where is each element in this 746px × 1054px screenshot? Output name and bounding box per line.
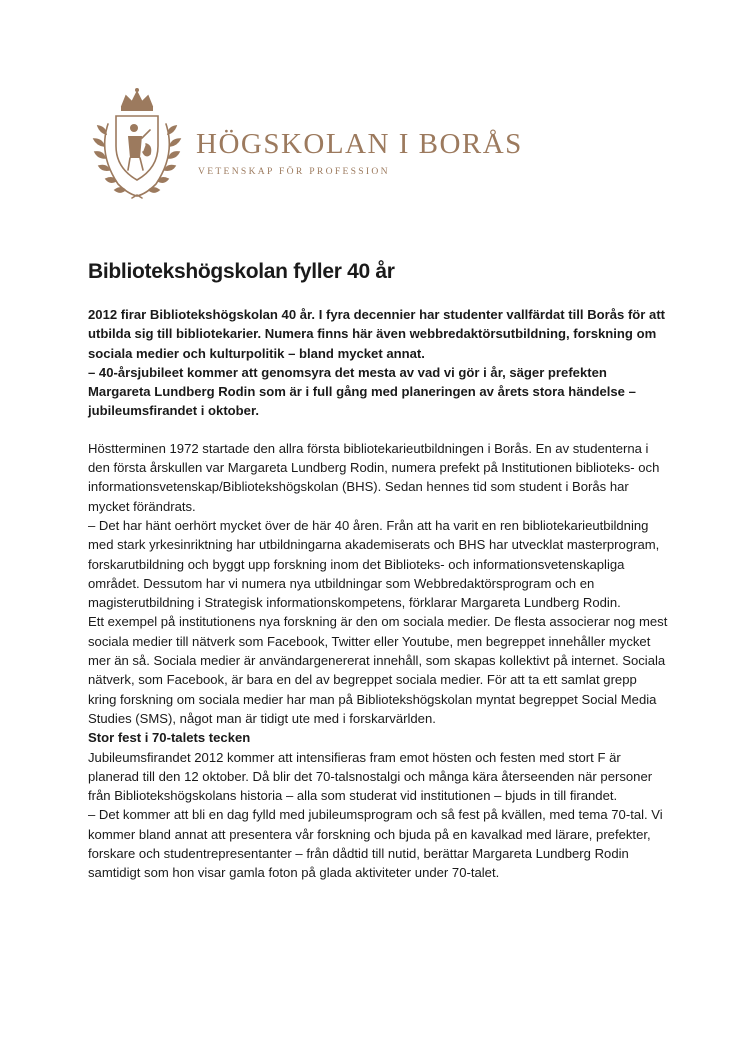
logo-tagline: VETENSKAP FÖR PROFESSION: [198, 166, 390, 177]
body-paragraph: Jubileumsfirandet 2012 kommer att intensifieras fram emot hösten och festen med stort F är planerad till den 12 oktober. Då blir det 70-talsnostalgi och många kära återseenden när personer från Bibliotekshögskolans historia – alla som studerat vid institutionen – bjuds in till firandet.: [88, 749, 653, 804]
university-logo: [88, 84, 523, 208]
body-paragraph: Ett exempel på institutionens nya forskning är den om sociala medier. De flesta associerar nog mest sociala medier till nätverk som Facebook, Twitter eller Youtube, men begreppet innehåller mycket mer än så. Sociala medier är användargenererat innehåll, som skapas kollektivt på internet. Sociala nätverk, som Facebook, är bara en del av begreppet sociala medier. För att ta ett samlat grepp kring forskning om sociala medier har man på Bibliotekshögskolan myntat begreppet Social Media Studies (SMS), något man är tidigt ute med i forskarvärlden.: [88, 614, 668, 726]
ingress-quote: – 40-årsjubileet kommer att genomsyra det mesta av vad vi gör i år, säger prefekten Margareta Lundberg Rodin som är i full gång med planeringen av årets stora händelse – jubileumsfirandet i oktober.: [88, 364, 636, 419]
logo-name: HÖGSKOLAN I BORÅS: [196, 128, 523, 160]
section-heading: Stor fest i 70-talets tecken: [88, 730, 251, 746]
article-title: Bibliotekshögskolan fyller 40 år: [88, 260, 395, 283]
body-paragraph: – Det har hänt oerhört mycket över de här 40 åren. Från att ha varit en ren bibliotekarieutbildning med stark yrkesinriktning har utbildningarna akademiserats och BHS har utvecklat masterprogram, forskarutbildning och byggt upp forskning inom det Biblioteks- och informationsvetenskapliga området. Dessutom har vi numera nya utbildningar som Webbredaktörsprogram och en magisterutbildning i Strategisk informationskompetens, förklarar Margareta Lundberg Rodin.: [88, 517, 660, 611]
crest-icon: [88, 84, 186, 208]
article: [88, 258, 668, 883]
body-paragraph: Höstterminen 1972 startade den allra första bibliotekarieutbildningen i Borås. En av studenterna i den första årskullen var Margareta Lundberg Rodin, numera prefekt på Institutionen biblioteks- och informationsvetenskap/Bibliotekshögskolan (BHS). Sedan hennes tid som student i Borås har mycket förändrats.: [88, 440, 660, 514]
ingress-paragraph: 2012 firar Bibliotekshögskolan 40 år. I fyra decennier har studenter vallfärdat till Borås för att utbilda sig till bibliotekarier. Numera finns här även webbredaktörsutbildning, forskning om sociala medier och kulturpolitik – bland mycket annat.: [88, 307, 666, 361]
body-paragraph: – Det kommer att bli en dag fylld med jubileumsprogram och så fest på kvällen, med tema 70-tal. Vi kommer bland annat att presentera vår forskning och bjuda på en kavalkad med lärare, prefekter, forskare och studentrepresentanter – från dådtid till nutid, berättar Margareta Lundberg Rodin samtidigt som hon visar gamla foton på glada aktiviteter under 70-talet.: [88, 807, 663, 881]
article-ingress: [88, 305, 668, 421]
